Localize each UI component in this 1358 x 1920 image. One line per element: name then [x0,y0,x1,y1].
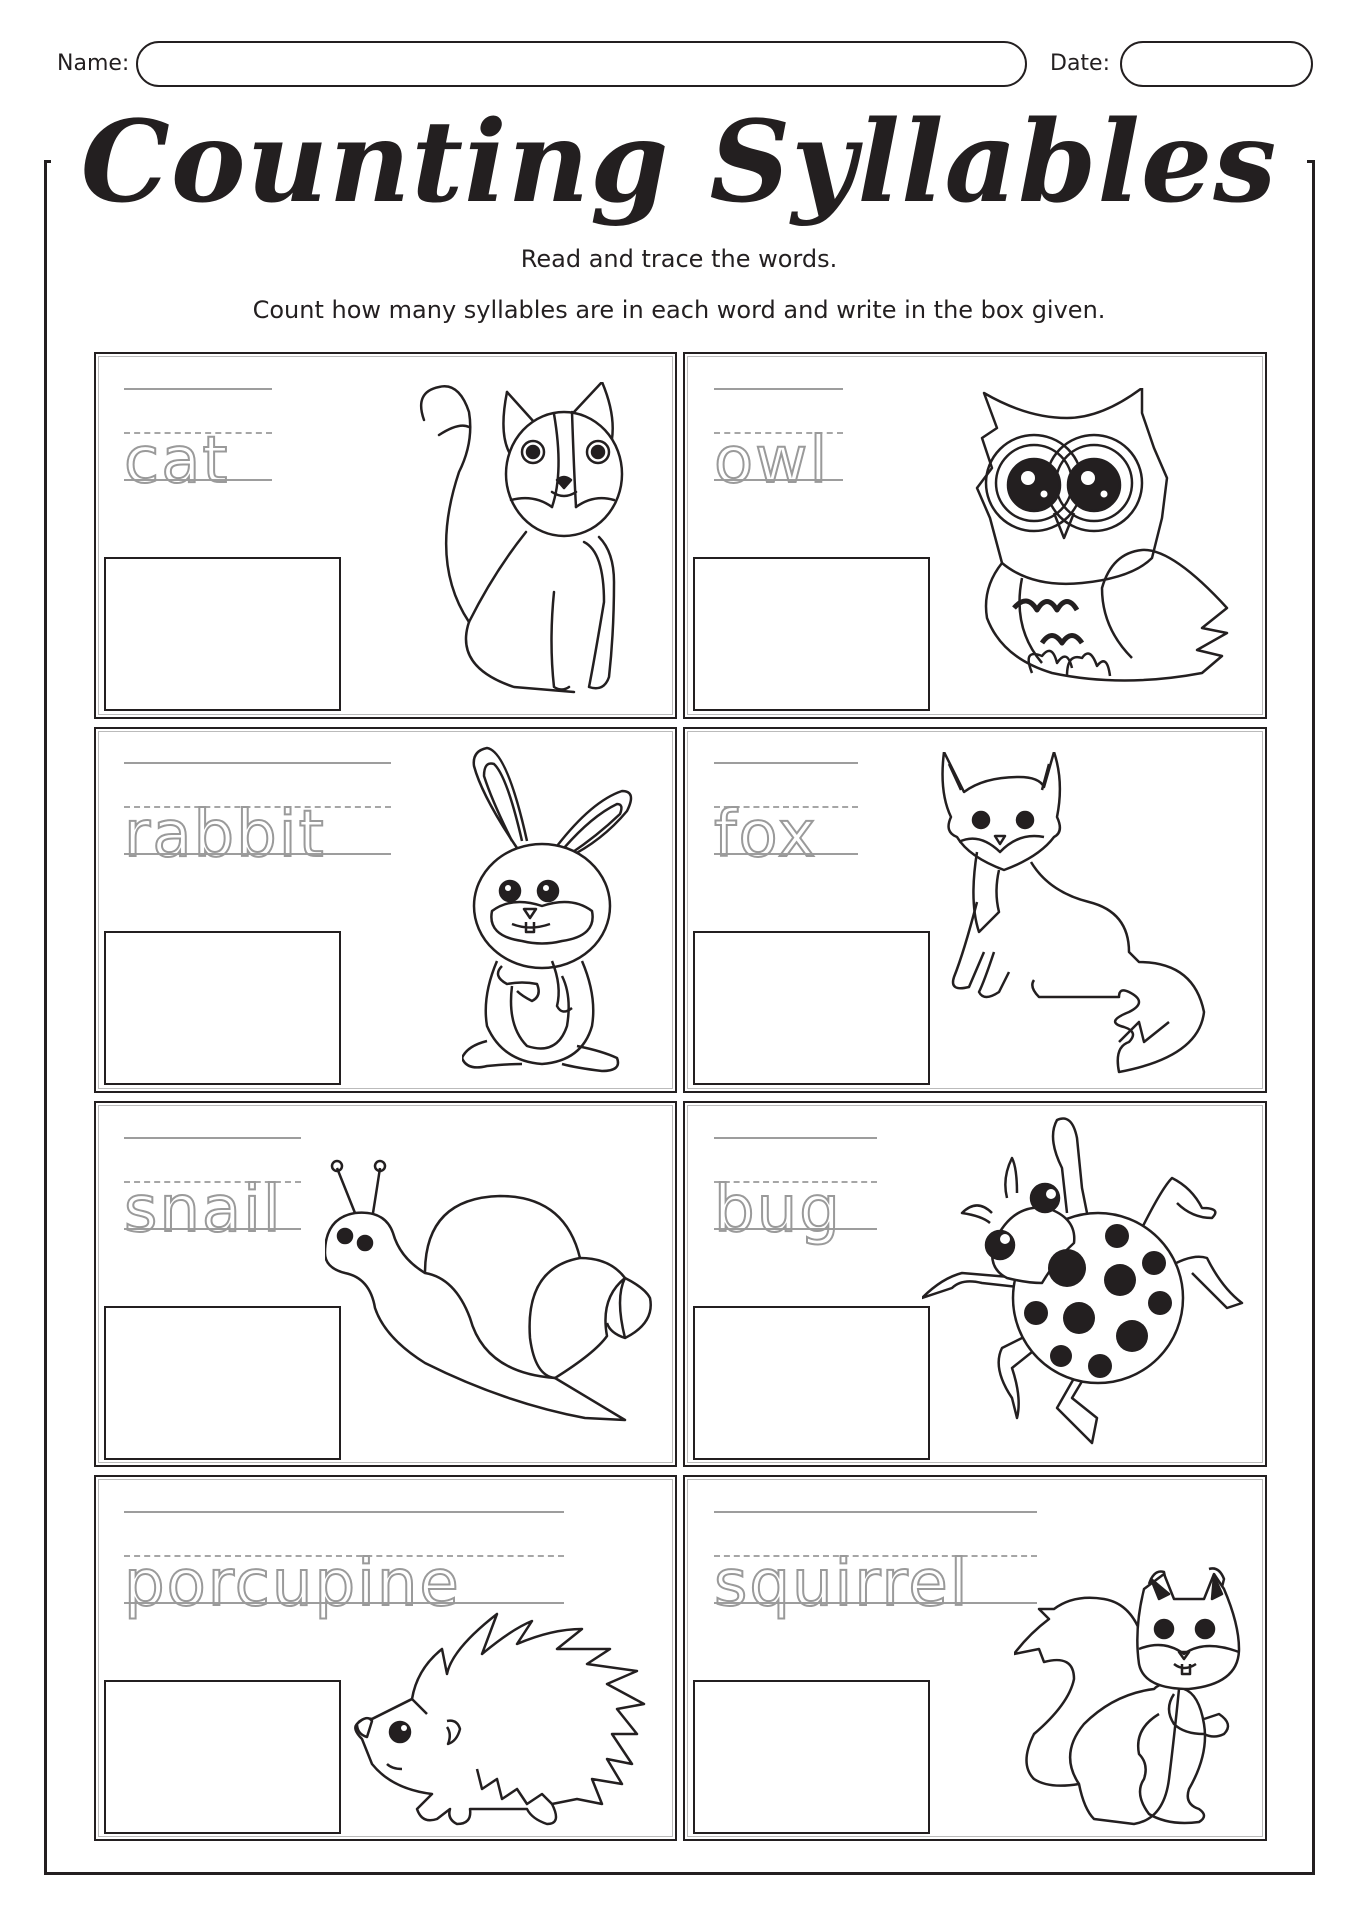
answer-box-cat[interactable] [104,557,341,711]
instruction-2: Count how many syllables are in each word and write in the box given. [252,296,1106,324]
answer-box-squirrel[interactable] [693,1680,930,1834]
answer-box-owl[interactable] [693,557,930,711]
instruction-1: Read and trace the words. [520,245,838,273]
frame-left [44,160,47,1875]
trace-word-snail[interactable]: snail [124,1173,283,1247]
answer-box-snail[interactable] [104,1306,341,1460]
word-card-squirrel [683,1475,1267,1841]
owl-drawing [972,388,1237,684]
tracing-guide-snail [124,1137,301,1247]
name-label: Name: [57,51,130,76]
word-card-cat [94,352,677,719]
tracing-guide-bug [714,1137,877,1247]
tracing-guide-cat [124,388,272,498]
date-label: Date: [1050,51,1110,76]
trace-word-rabbit[interactable]: rabbit [124,798,326,872]
trace-word-fox[interactable]: fox [714,798,818,872]
answer-box-fox[interactable] [693,931,930,1085]
word-card-owl [683,352,1267,719]
word-card-fox [683,727,1267,1093]
trace-word-owl[interactable]: owl [714,424,830,498]
frame-bottom [44,1872,1315,1875]
ladybug-drawing [922,1108,1252,1448]
page-title-text: Counting Syllables [51,97,1308,228]
frame-right [1312,160,1315,1875]
tracing-guide-porcupine [124,1511,564,1621]
trace-word-squirrel[interactable]: squirrel [714,1547,970,1621]
word-card-snail [94,1101,677,1467]
trace-word-porcupine[interactable]: porcupine [124,1547,461,1621]
trace-word-bug[interactable]: bug [714,1173,842,1247]
tracing-guide-squirrel [714,1511,1037,1621]
squirrel-drawing [1014,1564,1249,1829]
tracing-guide-owl [714,388,843,498]
page-title [0,88,1358,238]
name-field[interactable] [136,41,1027,87]
date-field[interactable] [1120,41,1313,87]
tracing-guide-rabbit [124,762,391,872]
trace-word-cat[interactable]: cat [124,424,230,498]
tracing-guide-fox [714,762,858,872]
word-card-bug [683,1101,1267,1467]
hedgehog-drawing [352,1609,647,1831]
answer-box-bug[interactable] [693,1306,930,1460]
fox-drawing [939,752,1219,1074]
answer-box-rabbit[interactable] [104,931,341,1085]
word-card-rabbit [94,727,677,1093]
word-card-porcupine [94,1475,677,1841]
answer-box-porcupine[interactable] [104,1680,341,1834]
snail-drawing [325,1158,660,1423]
cat-drawing [414,382,634,700]
rabbit-drawing [462,746,637,1076]
